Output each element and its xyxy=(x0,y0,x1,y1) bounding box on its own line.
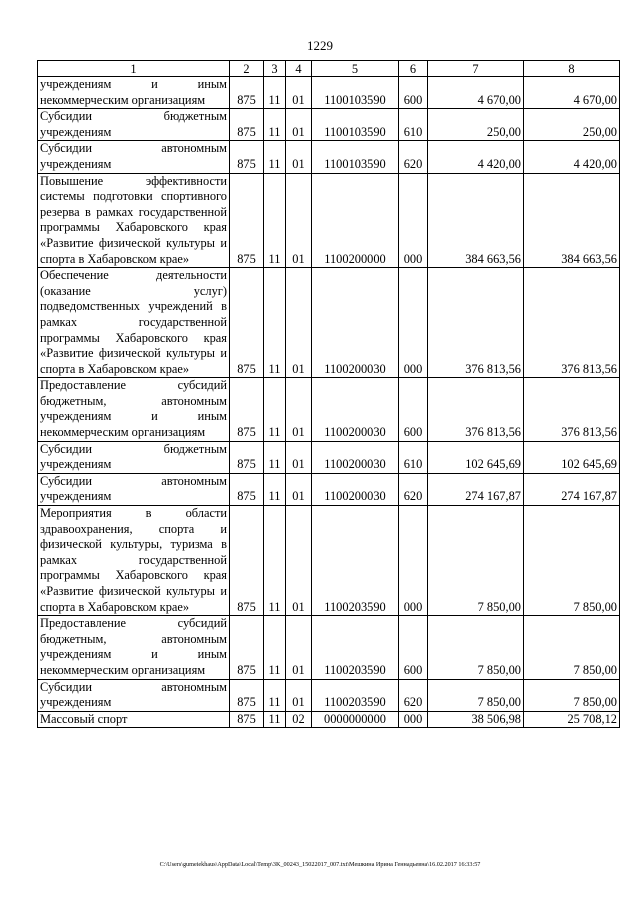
amount-plan-cell: 4 420,00 xyxy=(428,141,524,173)
code-admin-cell: 875 xyxy=(230,506,264,616)
target-article-cell: 1100103590 xyxy=(312,77,399,109)
amount-plan-cell: 7 850,00 xyxy=(428,616,524,679)
amount-approved-cell: 7 850,00 xyxy=(524,679,620,711)
column-header: 4 xyxy=(286,61,312,77)
amount-approved-cell: 4 420,00 xyxy=(524,141,620,173)
code-admin-cell: 875 xyxy=(230,268,264,378)
target-article-cell: 1100103590 xyxy=(312,109,399,141)
expense-type-cell: 600 xyxy=(399,616,428,679)
column-header: 5 xyxy=(312,61,399,77)
column-header: 3 xyxy=(264,61,286,77)
section-cell: 11 xyxy=(264,711,286,728)
code-admin-cell: 875 xyxy=(230,711,264,728)
table-row xyxy=(38,711,620,728)
subsection-cell: 01 xyxy=(286,441,312,473)
column-header: 6 xyxy=(399,61,428,77)
target-article-cell: 1100103590 xyxy=(312,141,399,173)
amount-approved-cell: 376 813,56 xyxy=(524,268,620,378)
table-row xyxy=(38,173,620,268)
target-article-cell: 1100203590 xyxy=(312,506,399,616)
code-admin-cell: 875 xyxy=(230,141,264,173)
table-row xyxy=(38,506,620,616)
subsection-cell: 01 xyxy=(286,173,312,268)
section-cell: 11 xyxy=(264,616,286,679)
subsection-cell: 01 xyxy=(286,378,312,441)
row-name-cell: Обеспечение деятельности (оказание услуг) подведомственных учреждений в рамках государственной программы Хабаровского края «Развитие физической культуры и спорта в Хабаровском крае» xyxy=(38,268,230,378)
subsection-cell: 01 xyxy=(286,473,312,505)
row-name-cell: Предоставление субсидий бюджетным, автономным учреждениям и иным некоммерческим организациям xyxy=(38,378,230,441)
table-row xyxy=(38,616,620,679)
section-cell: 11 xyxy=(264,77,286,109)
table-row xyxy=(38,77,620,109)
amount-approved-cell: 274 167,87 xyxy=(524,473,620,505)
amount-plan-cell: 102 645,69 xyxy=(428,441,524,473)
expense-type-cell: 000 xyxy=(399,711,428,728)
row-name-cell: Предоставление субсидий бюджетным, автономным учреждениям и иным некоммерческим организациям xyxy=(38,616,230,679)
target-article-cell: 1100200000 xyxy=(312,173,399,268)
row-name-cell: Субсидии бюджетным учреждениям xyxy=(38,441,230,473)
amount-approved-cell: 102 645,69 xyxy=(524,441,620,473)
row-name-cell: Субсидии бюджетным учреждениям xyxy=(38,109,230,141)
amount-plan-cell: 384 663,56 xyxy=(428,173,524,268)
table-row xyxy=(38,141,620,173)
row-name-cell: Субсидии автономным учреждениям xyxy=(38,473,230,505)
subsection-cell: 01 xyxy=(286,268,312,378)
amount-approved-cell: 7 850,00 xyxy=(524,616,620,679)
subsection-cell: 01 xyxy=(286,109,312,141)
amount-approved-cell: 376 813,56 xyxy=(524,378,620,441)
subsection-cell: 01 xyxy=(286,141,312,173)
amount-approved-cell: 7 850,00 xyxy=(524,506,620,616)
code-admin-cell: 875 xyxy=(230,173,264,268)
code-admin-cell: 875 xyxy=(230,679,264,711)
row-name-cell: учреждениям и иным некоммерческим организациям xyxy=(38,77,230,109)
expense-type-cell: 600 xyxy=(399,378,428,441)
target-article-cell: 0000000000 xyxy=(312,711,399,728)
code-admin-cell: 875 xyxy=(230,616,264,679)
subsection-cell: 01 xyxy=(286,77,312,109)
column-header: 1 xyxy=(38,61,230,77)
subsection-cell: 01 xyxy=(286,616,312,679)
amount-plan-cell: 7 850,00 xyxy=(428,679,524,711)
code-admin-cell: 875 xyxy=(230,77,264,109)
column-header: 8 xyxy=(524,61,620,77)
amount-approved-cell: 250,00 xyxy=(524,109,620,141)
subsection-cell: 01 xyxy=(286,506,312,616)
code-admin-cell: 875 xyxy=(230,109,264,141)
expense-type-cell: 620 xyxy=(399,141,428,173)
section-cell: 11 xyxy=(264,141,286,173)
column-header: 2 xyxy=(230,61,264,77)
amount-plan-cell: 7 850,00 xyxy=(428,506,524,616)
table-row xyxy=(38,109,620,141)
amount-approved-cell: 25 708,12 xyxy=(524,711,620,728)
expense-type-cell: 000 xyxy=(399,173,428,268)
expense-type-cell: 000 xyxy=(399,506,428,616)
table-row xyxy=(38,378,620,441)
amount-plan-cell: 250,00 xyxy=(428,109,524,141)
section-cell: 11 xyxy=(264,268,286,378)
target-article-cell: 1100200030 xyxy=(312,441,399,473)
row-name-cell: Субсидии автономным учреждениям xyxy=(38,141,230,173)
row-name-cell: Мероприятия в области здравоохранения, спорта и физической культуры, туризма в рамках государственной программы Хабаровского края «Развитие физической культуры и спорта в Хабаровском крае» xyxy=(38,506,230,616)
section-cell: 11 xyxy=(264,441,286,473)
amount-approved-cell: 4 670,00 xyxy=(524,77,620,109)
amount-plan-cell: 376 813,56 xyxy=(428,378,524,441)
expense-type-cell: 620 xyxy=(399,679,428,711)
expense-type-cell: 600 xyxy=(399,77,428,109)
section-cell: 11 xyxy=(264,109,286,141)
table-header-row xyxy=(38,61,620,77)
target-article-cell: 1100200030 xyxy=(312,378,399,441)
budget-table xyxy=(37,60,620,728)
expense-type-cell: 610 xyxy=(399,441,428,473)
target-article-cell: 1100200030 xyxy=(312,268,399,378)
code-admin-cell: 875 xyxy=(230,473,264,505)
row-name-cell: Субсидии автономным учреждениям xyxy=(38,679,230,711)
table-row xyxy=(38,473,620,505)
amount-plan-cell: 38 506,98 xyxy=(428,711,524,728)
section-cell: 11 xyxy=(264,173,286,268)
row-name-cell: Массовый спорт xyxy=(38,711,230,728)
table-row xyxy=(38,679,620,711)
code-admin-cell: 875 xyxy=(230,378,264,441)
amount-plan-cell: 274 167,87 xyxy=(428,473,524,505)
expense-type-cell: 620 xyxy=(399,473,428,505)
amount-approved-cell: 384 663,56 xyxy=(524,173,620,268)
code-admin-cell: 875 xyxy=(230,441,264,473)
section-cell: 11 xyxy=(264,679,286,711)
target-article-cell: 1100200030 xyxy=(312,473,399,505)
section-cell: 11 xyxy=(264,473,286,505)
subsection-cell: 02 xyxy=(286,711,312,728)
expense-type-cell: 000 xyxy=(399,268,428,378)
amount-plan-cell: 376 813,56 xyxy=(428,268,524,378)
row-name-cell: Повышение эффективности системы подготовки спортивного резерва в рамках государственной программы Хабаровского края «Развитие физической культуры и спорта в Хабаровском крае» xyxy=(38,173,230,268)
target-article-cell: 1100203590 xyxy=(312,616,399,679)
table-row xyxy=(38,268,620,378)
column-header: 7 xyxy=(428,61,524,77)
amount-plan-cell: 4 670,00 xyxy=(428,77,524,109)
section-cell: 11 xyxy=(264,378,286,441)
table-row xyxy=(38,441,620,473)
section-cell: 11 xyxy=(264,506,286,616)
subsection-cell: 01 xyxy=(286,679,312,711)
target-article-cell: 1100203590 xyxy=(312,679,399,711)
page-number: 1229 xyxy=(307,38,333,53)
expense-type-cell: 610 xyxy=(399,109,428,141)
budget-table-body xyxy=(38,61,620,728)
footer-file-path: C:\Users\gumeiekhaus\AppData\Local\Temp\3K_00243_15022017_007.txt\Мешкина Ирина Геннадьевна\16.02.2017 16:33:57 xyxy=(159,861,481,868)
